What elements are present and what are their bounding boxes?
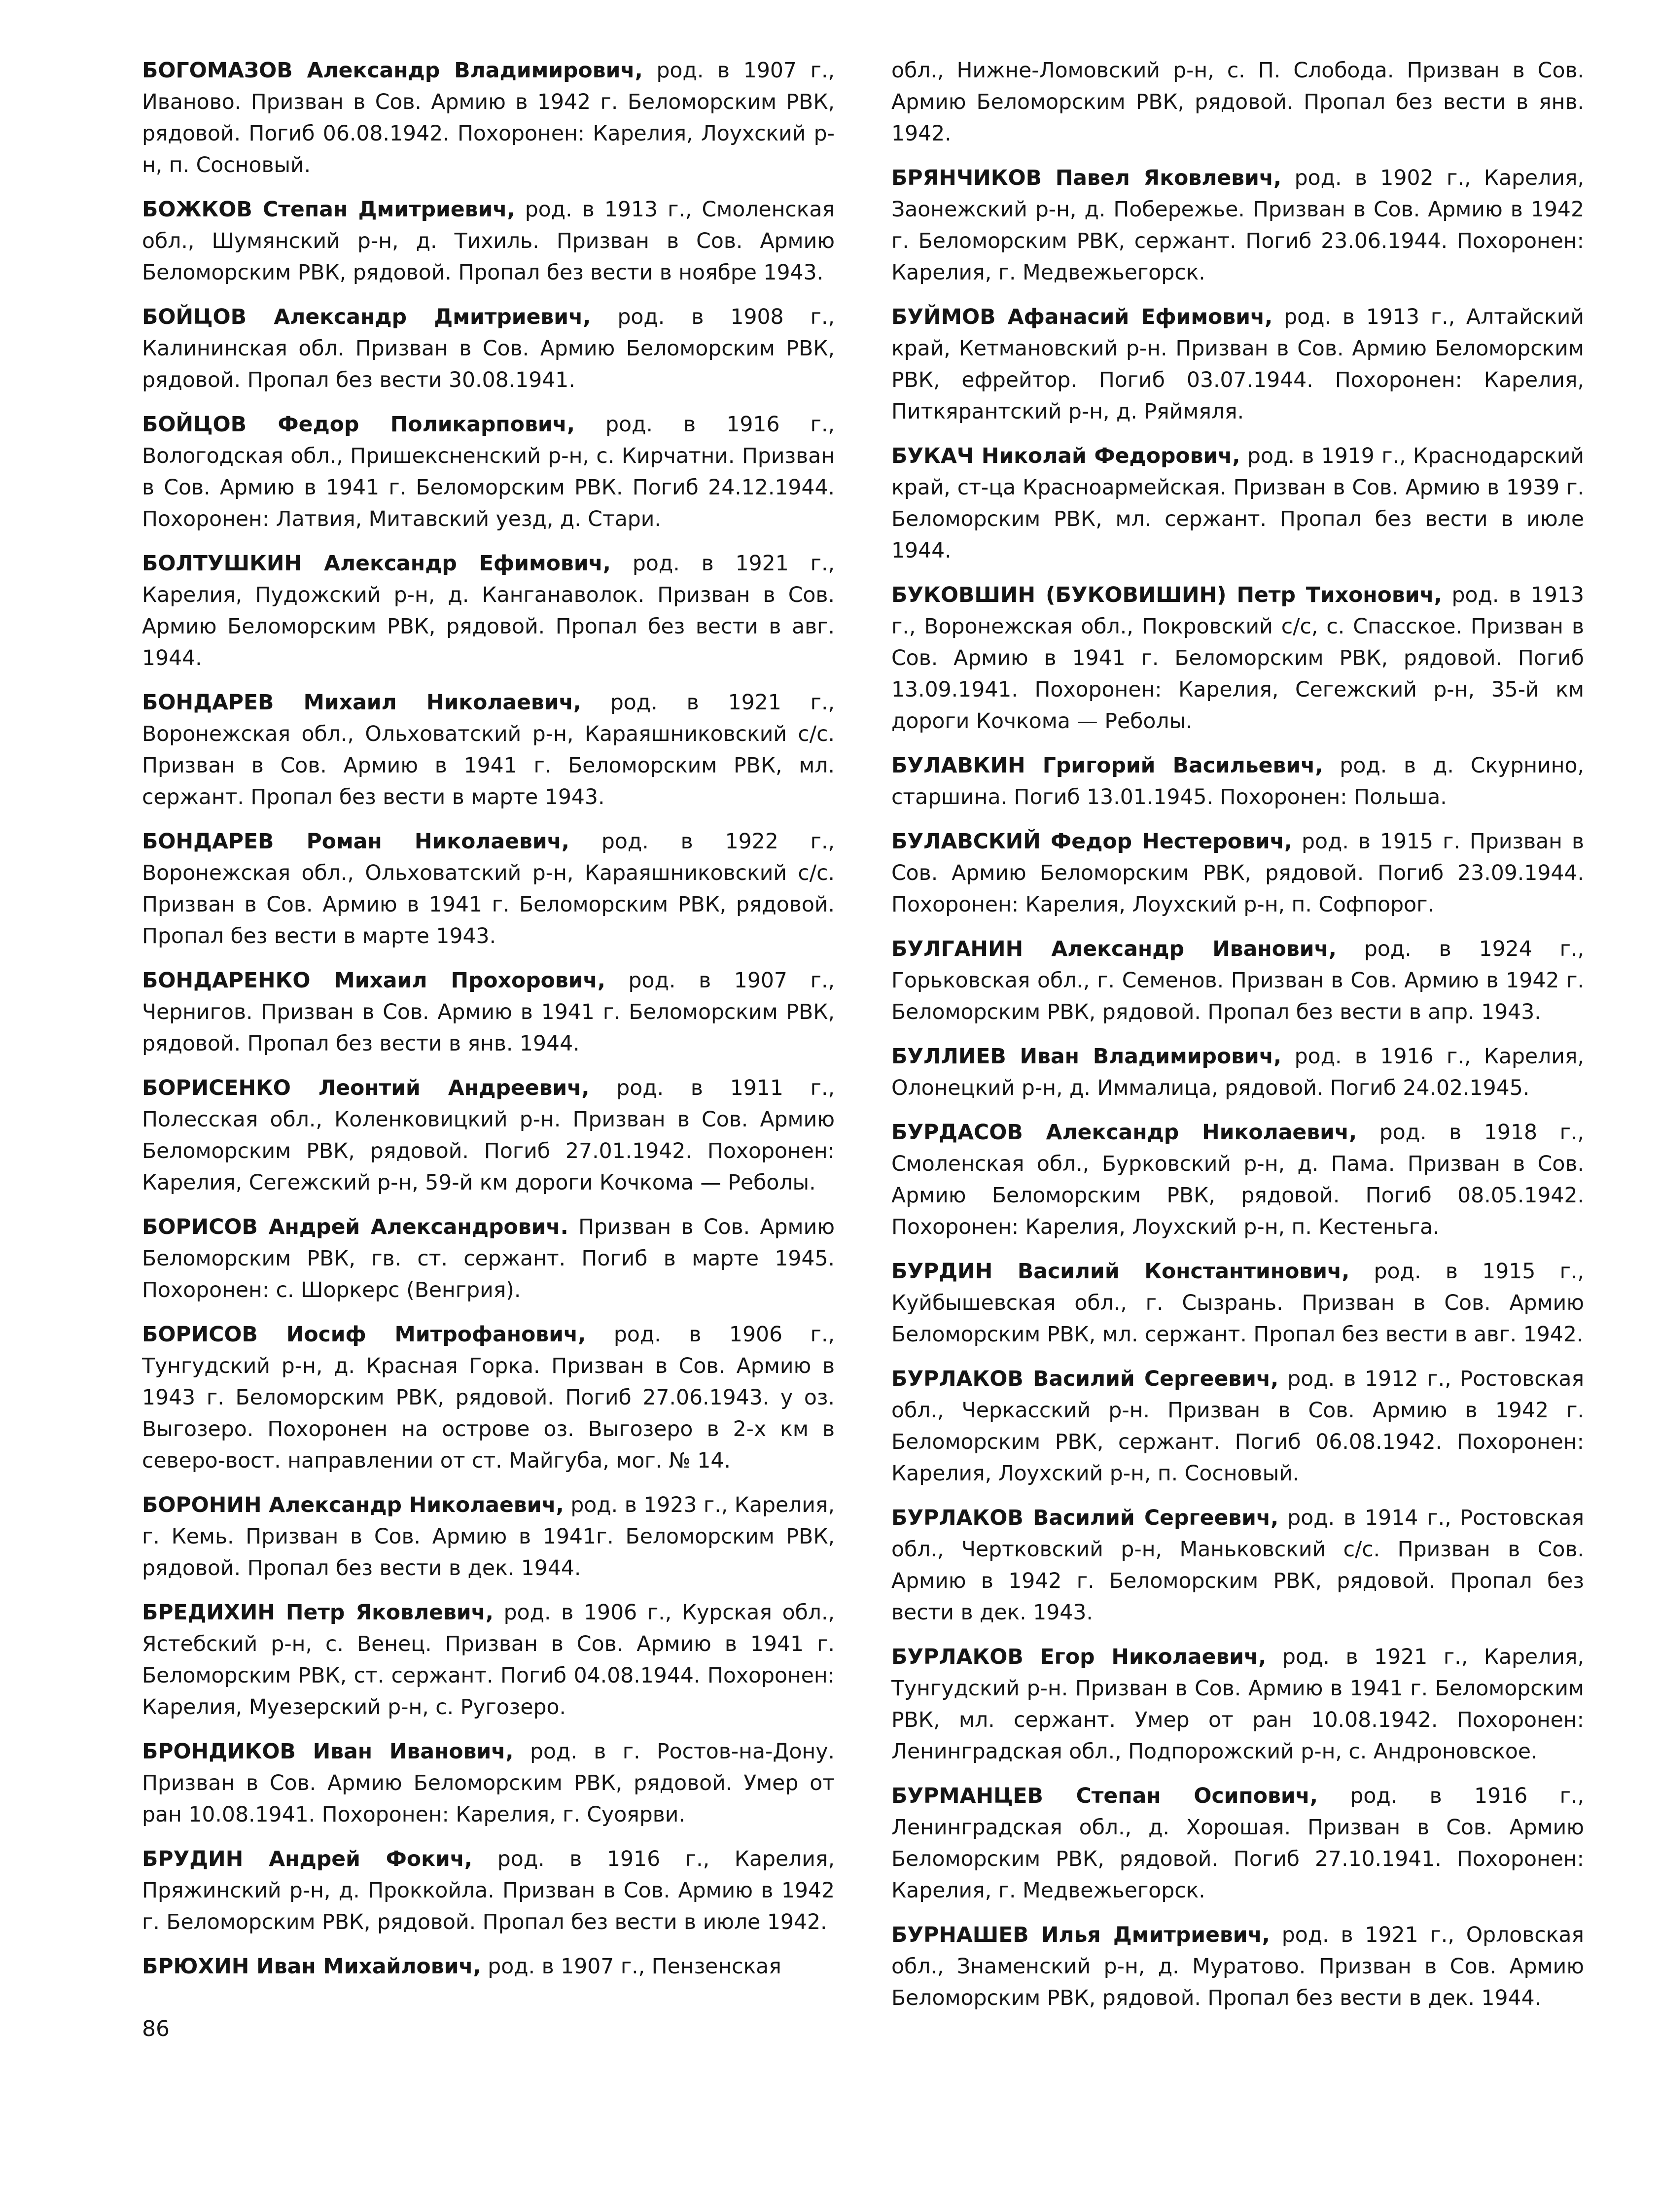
entry-name: БУРНАШЕВ Илья Дмитриевич,	[891, 1923, 1270, 1947]
entry-name: БРУДИН Андрей Фокич,	[142, 1847, 473, 1871]
entry-text: род. в 1902 г., Карелия, Заонежский р-н, д. Побережье. Призван в Сов. Армию в 1942 г. Беломорским РВК, сержант. Погиб 23.06.1944. Похоронен: Карелия, г. Медвежьегорск.	[891, 166, 1585, 285]
entry-name: БУРДИН Василий Константинович,	[891, 1260, 1350, 1284]
entry-name: БУЙМОВ Афанасий Ефимович,	[891, 305, 1273, 329]
entry-name: БОНДАРЕВ Роман Николаевич,	[142, 830, 569, 854]
entry-text: род. в 1916 г., Вологодская обл., Пришексненский р-н, с. Кирчатни. Призван в Сов. Армию в 1941 г. Беломорским РВК. Погиб 24.12.1944. Похоронен: Латвия, Митавский уезд, д. Стари.	[142, 413, 835, 531]
entry	[891, 826, 1584, 921]
entry-text: обл., Нижне-Ломовский р-н, с. П. Слобода. Призван в Сов. Армию Беломорским РВК, рядовой. Пропал без вести в янв. 1942.	[891, 59, 1584, 146]
right-column	[891, 55, 1584, 2027]
entry-text: Призван в Сов. Армию Беломорским РВК, гв. ст. сержант. Погиб в марте 1945. Похоронен: с. Шоркерс (Венгрия).	[142, 1215, 835, 1302]
entry-name: БУРЛАКОВ Василий Сергеевич,	[891, 1506, 1279, 1530]
entry	[891, 1117, 1584, 1243]
entry-name: БОНДАРЕНКО Михаил Прохорович,	[142, 969, 605, 993]
entry	[142, 194, 835, 289]
entry	[891, 302, 1584, 428]
entry	[142, 687, 835, 813]
entry-name: БУРЛАКОВ Василий Сергеевич,	[891, 1367, 1279, 1391]
entry-name: БОГОМАЗОВ Александр Владимирович,	[142, 59, 643, 83]
entry-name: БУРДАСОВ Александр Николаевич,	[891, 1121, 1357, 1145]
entry	[142, 1736, 835, 1831]
entry	[142, 1597, 835, 1723]
entry	[891, 1920, 1584, 2014]
entry-text: род. в 1907 г., Иваново. Призван в Сов. Армию в 1942 г. Беломорским РВК, рядовой. Погиб 06.08.1942. Похоронен: Карелия, Лоухский р-н, п. Сосновый.	[142, 59, 835, 177]
entry-text: род. в г. Ростов-на-Дону. Призван в Сов. Армию Беломорским РВК, рядовой. Умер от ран 10.08.1941. Похоронен: Карелия, г. Суоярви.	[142, 1740, 835, 1827]
entry	[891, 580, 1584, 737]
entry-name: БУЛАВСКИЙ Федор Нестерович,	[891, 830, 1292, 854]
entry-text: род. в 1924 г., Горьковская обл., г. Семенов. Призван в Сов. Армию в 1942 г. Беломорским РВК, рядовой. Пропал без вести в апр. 1943.	[891, 937, 1585, 1024]
entry	[891, 1041, 1584, 1104]
entry	[142, 1319, 835, 1477]
entry-name: БОЙЦОВ Александр Дмитриевич,	[142, 305, 591, 329]
entry	[891, 934, 1584, 1028]
entry-name: БРОНДИКОВ Иван Иванович,	[142, 1740, 514, 1764]
entry	[142, 548, 835, 674]
entry-text: род. в 1906 г., Тунгудский р-н, д. Красная Горка. Призван в Сов. Армию в 1943 г. Беломорским РВК, рядовой. Погиб 27.06.1943. у оз. Выгозеро. Похоронен на острове оз. Выгозеро в 2-х км в северо-вост. направлении от ст. Майгуба, мог. № 14.	[142, 1323, 835, 1473]
entry	[142, 1844, 835, 1938]
entry	[142, 826, 835, 952]
entry-text: род. в 1923 г., Карелия, г. Кемь. Призван в Сов. Армию в 1941г. Беломорским РВК, рядовой. Пропал без вести в дек. 1944.	[142, 1493, 835, 1580]
entry-text: род. в 1913 г., Алтайский край, Кетмановский р-н. Призван в Сов. Армию Беломорским РВК, ефрейтор. Погиб 03.07.1944. Похоронен: Карелия, Питкярантский р-н, д. Ряймяля.	[891, 305, 1584, 424]
entry	[142, 1490, 835, 1584]
entry-name: БОЖКОВ Степан Дмитриевич,	[142, 198, 515, 222]
entry-name: БОРИСОВ Андрей Александрович.	[142, 1215, 568, 1239]
entry-text: род. в 1907 г., Пензенская	[488, 1955, 781, 1979]
entry-text: род. в 1921 г., Карелия, Тунгудский р-н. Призван в Сов. Армию в 1941 г. Беломорским РВК, мл. сержант. Умер от ран 10.08.1942. Похоронен: Ленинградская обл., Подпорожский р-н, с. Андроновское.	[891, 1645, 1585, 1764]
entry-name: БУЛГАНИН Александр Иванович,	[891, 937, 1337, 961]
entry-name: БУЛЛИЕВ Иван Владимирович,	[891, 1045, 1282, 1069]
entry	[891, 750, 1584, 813]
entry-text: род. в 1915 г. Призван в Сов. Армию Беломорским РВК, рядовой. Погиб 23.09.1944. Похоронен: Карелия, Лоухский р-н, п. Софпорог.	[891, 830, 1584, 917]
entry-name: БОРОНИН Александр Николаевич,	[142, 1493, 564, 1517]
entry-text: род. в 1921 г., Карелия, Пудожский р-н, д. Канганаволок. Призван в Сов. Армию Беломорским РВК, рядовой. Пропал без вести в авг. 1944.	[142, 552, 835, 670]
entry-name: БРЯНЧИКОВ Павел Яковлевич,	[891, 166, 1282, 190]
entry-name: БУКОВШИН (БУКОВИШИН) Петр Тихонович,	[891, 583, 1442, 607]
entry-text: род. в 1918 г., Смоленская обл., Бурковский р-н, д. Пама. Призван в Сов. Армию Беломорским РВК, рядовой. Погиб 08.05.1942. Похоронен: Карелия, Лоухский р-н, п. Кестеньга.	[891, 1121, 1584, 1239]
entry-text: род. в 1919 г., Краснодарский край, ст-ца Красноармейская. Призван в Сов. Армию в 1939 г. Беломорским РВК, мл. сержант. Пропал без вести в июле 1944.	[891, 444, 1584, 563]
entry	[142, 1951, 835, 1983]
entry-text: род. в 1913 г., Воронежская обл., Покровский с/с, с. Спасское. Призван в Сов. Армию в 1941 г. Беломорским РВК, рядовой. Погиб 13.09.1941. Похоронен: Карелия, Сегежский р-н, 35-й км дороги Кочкома — Реболы.	[891, 583, 1584, 734]
entry-text: род. в 1922 г., Воронежская обл., Ольховатский р-н, Караяшниковский с/с. Призван в Сов. Армию в 1941 г. Беломорским РВК, рядовой. Пропал без вести в марте 1943.	[142, 830, 835, 948]
entry	[142, 1212, 835, 1306]
entry	[891, 1503, 1584, 1629]
entry-text: род. в 1921 г., Воронежская обл., Ольховатский р-н, Караяшниковский с/с. Призван в Сов. Армию в 1941 г. Беломорским РВК, мл. сержант. Пропал без вести в марте 1943.	[142, 691, 835, 809]
entry	[891, 1781, 1584, 1907]
entry-text: род. в 1915 г., Куйбышевская обл., г. Сызрань. Призван в Сов. Армию Беломорским РВК, мл. сержант. Пропал без вести в авг. 1942.	[891, 1260, 1585, 1347]
entry-text: род. в 1908 г., Калининская обл. Призван в Сов. Армию Беломорским РВК, рядовой. Пропал без вести 30.08.1941.	[142, 305, 835, 392]
entry	[891, 1642, 1584, 1768]
entry-name: БОЛТУШКИН Александр Ефимович,	[142, 552, 611, 576]
entry-name: БУРЛАКОВ Егор Николаевич,	[891, 1645, 1267, 1669]
entry-name: БУКАЧ Николай Федорович,	[891, 444, 1240, 468]
entry-name: БУРМАНЦЕВ Степан Осипович,	[891, 1784, 1318, 1808]
entry	[891, 55, 1584, 150]
entry-name: БРЮХИН Иван Михайлович,	[142, 1955, 481, 1979]
entry	[891, 1256, 1584, 1351]
entry	[891, 1364, 1584, 1490]
entry-text: род. в 1921 г., Орловская обл., Знаменский р-н, д. Муратово. Призван в Сов. Армию Беломорским РВК, рядовой. Пропал без вести в дек. 1944.	[891, 1923, 1584, 2010]
entry-name: БРЕДИХИН Петр Яковлевич,	[142, 1601, 494, 1625]
entry	[142, 55, 835, 181]
entry-name: БОЙЦОВ Федор Поликарпович,	[142, 413, 575, 437]
entry-text: род. в 1906 г., Курская обл., Ястебский р-н, с. Венец. Призван в Сов. Армию в 1941 г. Беломорским РВК, ст. сержант. Погиб 04.08.1944. Похоронен: Карелия, Муезерский р-н, с. Ругозеро.	[142, 1601, 835, 1720]
entry-text: род. в 1911 г., Полесская обл., Коленковицкий р-н. Призван в Сов. Армию Беломорским РВК, рядовой. Погиб 27.01.1942. Похоронен: Карелия, Сегежский р-н, 59-й км дороги Кочкома — Реболы.	[142, 1076, 835, 1195]
entry-text: род. в 1913 г., Смоленская обл., Шумянский р-н, д. Тихиль. Призван в Сов. Армию Беломорским РВК, рядовой. Пропал без вести в ноябре 1943.	[142, 198, 835, 285]
entry-text: род. в 1916 г., Ленинградская обл., д. Хорошая. Призван в Сов. Армию Беломорским РВК, рядовой. Погиб 27.10.1941. Похоронен: Карелия, г. Медвежьегорск.	[891, 1784, 1584, 1903]
entry	[142, 409, 835, 535]
entry-text: род. в д. Скурнино, старшина. Погиб 13.01.1945. Похоронен: Польша.	[891, 754, 1585, 809]
entry	[142, 965, 835, 1060]
left-column	[142, 55, 835, 1996]
page-number: 86	[142, 2016, 170, 2041]
entry-text: род. в 1916 г., Карелия, Пряжинский р-н, д. Проккойла. Призван в Сов. Армию в 1942 г. Беломорским РВК, рядовой. Пропал без вести в июле 1942.	[142, 1847, 835, 1934]
entry	[142, 302, 835, 396]
entry-name: БОНДАРЕВ Михаил Николаевич,	[142, 691, 581, 715]
entry	[142, 1073, 835, 1199]
entry-name: БОРИСЕНКО Леонтий Андреевич,	[142, 1076, 590, 1100]
entry-name: БОРИСОВ Иосиф Митрофанович,	[142, 1323, 586, 1347]
entry	[891, 163, 1584, 289]
entry-text: род. в 1914 г., Ростовская обл., Чертковский р-н, Маньковский с/с. Призван в Сов. Армию в 1942 г. Беломорским РВК, рядовой. Пропал без вести в дек. 1943.	[891, 1506, 1585, 1625]
entry	[891, 441, 1584, 567]
entry-text: род. в 1907 г., Чернигов. Призван в Сов. Армию в 1941 г. Беломорским РВК, рядовой. Пропал без вести в янв. 1944.	[142, 969, 835, 1056]
entry-name: БУЛАВКИН Григорий Васильевич,	[891, 754, 1323, 778]
entry-text: род. в 1916 г., Карелия, Олонецкий р-н, д. Иммалица, рядовой. Погиб 24.02.1945.	[891, 1045, 1585, 1100]
entry-text: род. в 1912 г., Ростовская обл., Черкасский р-н. Призван в Сов. Армию в 1942 г. Беломорским РВК, сержант. Погиб 06.08.1942. Похоронен: Карелия, Лоухский р-н, п. Сосновый.	[891, 1367, 1585, 1486]
